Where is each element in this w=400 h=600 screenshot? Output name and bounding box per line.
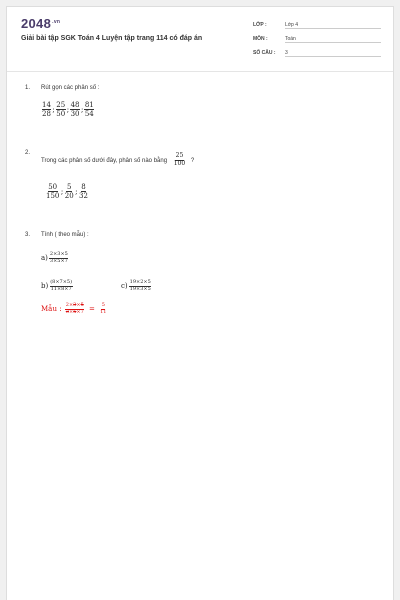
worksheet [6, 6, 394, 600]
document-title: Giải bài tập SGK Toán 4 Luyện tập trang 114 có đáp án [21, 35, 203, 42]
fraction: $\frac{5}{20}$ [64, 183, 74, 201]
fraction: $\frac{25}{50}$ [56, 101, 66, 119]
question-3-part-a: a) $\frac{2\times 3\times 5}{3\times 5\times 7}$ [41, 251, 68, 264]
fraction: $\frac{48}{30}$ [70, 101, 80, 119]
question-3-number: 3. [25, 232, 31, 238]
meta-subject-label: MÔN : [253, 36, 268, 42]
logo-suffix: .vn [52, 18, 61, 25]
question-2-fractions: $\frac{50}{150}$ ; $\frac{5}{20}$ ; $\frac{8}{32}$ [46, 183, 88, 201]
meta-class-value: Lớp 4 [285, 19, 381, 29]
meta-count [253, 47, 381, 59]
fraction: $\frac{8}{32}$ [79, 183, 88, 201]
question-3-sample: Mẫu : $\frac{2\times 3\times 5}{3\times 5\times 7}$ = $\frac{5}{11}$ [41, 302, 107, 315]
sample-result: $\frac{5}{11}$ [100, 302, 107, 315]
site-logo[interactable] [21, 16, 60, 31]
sample-fraction: $\frac{2\times 3\times 5}{3\times 5\times 7}$ [65, 302, 84, 315]
fraction: $\frac{81}{54}$ [84, 101, 94, 119]
question-1-text: Rút gọn các phân số : [41, 85, 100, 91]
meta-count-value: 3 [285, 47, 381, 57]
fraction: $\frac{50}{150}$ [46, 183, 60, 201]
meta-class-label: LỚP : [253, 22, 267, 28]
question-3-part-c: c) $\frac{19\times 2\times 5}{19\times 3\times 5}$ [121, 279, 151, 292]
question-3-part-b: b) $\frac{(8\times 7\times 5)}{11\times 8\times 7}$ [41, 279, 73, 292]
fraction: $\frac{14}{28}$ [42, 101, 51, 119]
question-1-fractions: $\frac{14}{28}$ ; $\frac{25}{50}$ ; $\frac{48}{30}$ ; $\frac{81}{54}$ [42, 101, 94, 119]
question-3-text: Tính ( theo mẫu) : [41, 232, 89, 238]
meta-subject [253, 33, 381, 45]
question-2-number: 2. [25, 150, 31, 156]
fraction: $\frac{(8\times 7\times 5)}{11\times 8\times 7}$ [50, 279, 73, 292]
question-2-target: $\frac{25}{100}$ [173, 152, 186, 167]
meta-subject-value: Toán [285, 33, 381, 43]
fraction: $\frac{2\times 3\times 5}{3\times 5\times 7}$ [49, 251, 68, 264]
fraction: $\frac{19\times 2\times 5}{19\times 3\times 5}$ [129, 279, 151, 292]
header [7, 7, 393, 72]
question-2-text: Trong các phân số dưới đây, phân số nào bằng $\frac{25}{100}$ ? [41, 152, 195, 167]
meta-class [253, 19, 381, 31]
question-1-number: 1. [25, 85, 31, 91]
meta-count-label: SỐ CÂU : [253, 50, 276, 56]
logo-text: 2048 [21, 16, 52, 31]
